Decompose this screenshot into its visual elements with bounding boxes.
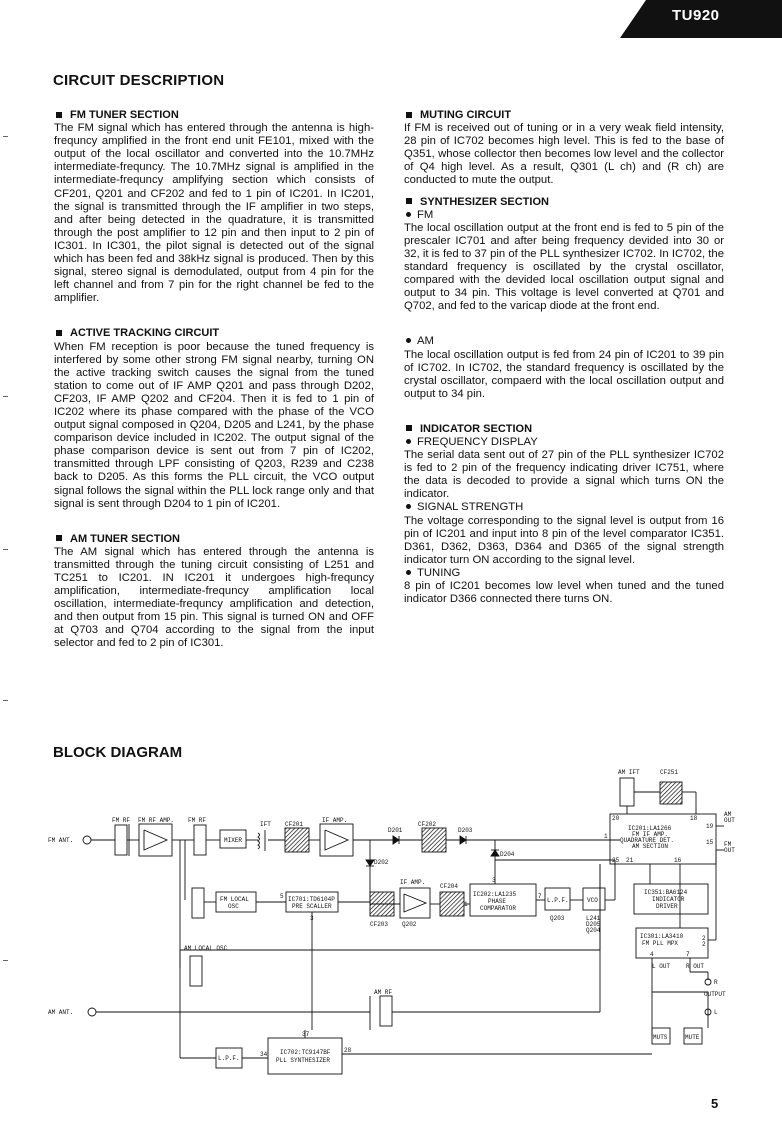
pin-label: 7 xyxy=(686,951,690,958)
cf203-label: CF203 xyxy=(370,921,389,928)
bullet-square-icon xyxy=(406,425,412,431)
am-tuner-body: The AM signal which has entered through the antenna is transmitted through the tuning circuit consisting of L251 and TC251 to IC201. IN IC201 it undergoes high-frequncy amplification, intermediate-frequncy amplification local oscillation, intermediate-frequncy amplification and detection, and then output from 15 pin. This signal is turned ON and OFF at Q703 and Q704 according to the signal from the input selector and fed to 2 pin of IC301. xyxy=(54,545,374,650)
bullet-square-icon xyxy=(406,112,412,118)
fm-rf-coil-1 xyxy=(115,825,127,855)
fm-local-osc-label-2: OSC xyxy=(228,903,239,910)
pin-label: 28 xyxy=(344,1047,352,1054)
cf204 xyxy=(440,892,464,916)
bullet-square-icon xyxy=(56,112,62,118)
frequency-display-label: FREQUENCY DISPLAY xyxy=(404,436,724,449)
pin-label: 34 xyxy=(260,1051,268,1058)
ic202-label-2: PHASE xyxy=(488,898,507,905)
am-ift-label: AM IFT xyxy=(618,769,640,776)
synth-am-body: The local oscillation output is fed from 24 pin of IC201 to 39 pin of IC702. In IC702, the standard frequency is oscillated by the crystal oscillator, compaerd with the local oscillation output and output to 34 pin. xyxy=(404,348,724,400)
fm-ant-terminal xyxy=(83,836,91,844)
binding-mark xyxy=(3,549,8,550)
muting-body: If FM is received out of tuning or in a very weak field intensity, 28 pin of IC702 becomes high level. This is fed to the base of Q351, whose collector then becomes low level and the collector of Q4 high level. As a result, Q301 (L ch) and (R ch) are conducted to mute the output. xyxy=(404,122,724,187)
output-label: OUTPUT xyxy=(704,991,726,998)
d202-label: D202 xyxy=(374,859,389,866)
vco-label: VCO xyxy=(587,897,598,904)
tuning-body: 8 pin of IC201 becomes low level when tuned and the tuned indicator D366 connected there turns ON. xyxy=(404,580,724,606)
ic351-label-3: DRIVER xyxy=(656,903,678,910)
cf204-label: CF204 xyxy=(440,883,459,890)
cf203 xyxy=(370,892,394,916)
ic702-label-2: PLL SYNTHESIZER xyxy=(276,1057,331,1064)
r-out-label: R OUT xyxy=(686,963,705,970)
am-local-osc-label: AM LOCAL OSC xyxy=(184,945,228,952)
cf202-label: CF202 xyxy=(418,821,437,828)
left-column xyxy=(54,109,374,651)
d204-label: D204 xyxy=(500,851,515,858)
muts-label-1: MUTS xyxy=(653,1034,668,1041)
cf251 xyxy=(660,782,682,804)
fm-tuner-title: FM TUNER SECTION xyxy=(54,109,374,122)
cf202 xyxy=(422,828,446,852)
bullet-dot-icon xyxy=(406,439,411,444)
lpf-label: L.P.F. xyxy=(547,897,569,904)
model-tab xyxy=(620,0,782,38)
fm-ant-label: FM ANT. xyxy=(48,837,74,844)
ic702 xyxy=(268,1038,342,1074)
muting-title: MUTING CIRCUIT xyxy=(404,109,724,122)
ic201-label-2: FM IF AMP. xyxy=(632,831,669,838)
am-rf-coil xyxy=(380,996,392,1026)
bullet-square-icon xyxy=(406,198,412,204)
d205-label: D205 xyxy=(586,921,601,928)
pin-label: 1 xyxy=(604,833,608,840)
pin-label: 25 xyxy=(612,857,620,864)
l241-label: L241 xyxy=(586,915,601,922)
pin-label: 7 xyxy=(538,893,542,900)
am-ant-terminal xyxy=(88,1008,96,1016)
am-ift-coil xyxy=(620,778,634,806)
fm-rf-label-1: FM RF xyxy=(112,817,131,824)
ic301-label-2: FM PLL MPX xyxy=(642,940,679,947)
binding-mark xyxy=(3,396,8,397)
am-tuner-title: AM TUNER SECTION xyxy=(54,533,374,546)
indicator-title: INDICATOR SECTION xyxy=(404,423,724,436)
am-rf-label: AM RF xyxy=(374,989,393,996)
ic202-label-3: COMPARATOR xyxy=(480,905,517,912)
circuit-description-heading: CIRCUIT DESCRIPTION xyxy=(53,72,225,89)
ic351-label-1: IC351:BA6124 xyxy=(644,889,688,896)
output-l-label: L xyxy=(714,1009,718,1016)
block-diagram-heading: BLOCK DIAGRAM xyxy=(53,744,183,761)
pin-label: 4 xyxy=(650,951,654,958)
pin-label: 20 xyxy=(612,815,620,822)
ic701-label-2: PRE SCALLER xyxy=(292,903,332,910)
output-r-label: R xyxy=(714,979,718,986)
l-out-label: L OUT xyxy=(652,963,671,970)
binding-mark xyxy=(3,700,8,701)
bullet-dot-icon xyxy=(406,570,411,575)
pin-label: 3 xyxy=(310,915,314,922)
block-diagram xyxy=(40,760,740,1100)
pin-label: 1 xyxy=(464,901,468,908)
am-out-label-1: AM xyxy=(724,811,732,818)
pin-label: 19 xyxy=(706,823,714,830)
fm-tuner-body: The FM signal which has entered through the antenna is high-frequncy amplified in the front end unit FE101, mixed with the output of the local oscillator and converted into the 10.7MHz intermediate-frequncy. The 10.7MHz signal is amplified in the intermediate-frequncy amplifying section which consists of CF201, Q201 and CF202 and fed to 1 pin of IC201. In IC201, the signal is transmitted through the IF amplifier in two steps, and after being detected in the quadrature, it is transmitted through the post amplifier to 12 pin and then input to 2 pin of IC301. In IC301, the pilot signal is detected out of the signal which has been fed and 38kHz signal is produced. Then by this signal, stereo signal is demodulated, output from 4 pin for the left channel and from 7 pin for the right channel be fed to the amplifier. xyxy=(54,122,374,305)
am-out-label-2: OUT xyxy=(724,817,735,824)
ic201-label-4: AM SECTION xyxy=(632,843,669,850)
bullet-square-icon xyxy=(56,330,62,336)
if-amp-2-label: IF AMP. xyxy=(400,879,426,886)
binding-mark xyxy=(3,960,8,961)
am-ant-label: AM ANT. xyxy=(48,1009,74,1016)
mixer-label: MIXER xyxy=(224,837,243,844)
active-tracking-title: ACTIVE TRACKING CIRCUIT xyxy=(54,327,374,340)
q203-label: Q203 xyxy=(550,915,565,922)
pin-label: 16 xyxy=(674,857,682,864)
pin-label: 21 xyxy=(626,857,634,864)
q204-label: Q204 xyxy=(586,927,601,934)
signal-strength-body: The voltage corresponding to the signal level is output from 16 pin of IC201 and input into 8 pin of the level comparator IC351. D361, D362, D363, D364 and D365 of the signal strength indicator turn ON according to the signal level. xyxy=(404,514,724,566)
ic202-label-1: IC202:LA1235 xyxy=(473,891,517,898)
ic301-label-1: IC301:LA3410 xyxy=(640,933,684,940)
bullet-dot-icon xyxy=(406,338,411,343)
muts-label-2: MUTE xyxy=(685,1034,700,1041)
q202-label: Q202 xyxy=(402,921,417,928)
d201-label: D201 xyxy=(388,827,403,834)
bullet-dot-icon xyxy=(406,212,411,217)
pin-label: 2 xyxy=(702,935,706,942)
pin-label: 2 xyxy=(702,941,706,948)
pin-label: 37 xyxy=(302,1031,310,1038)
binding-mark xyxy=(3,136,8,137)
right-column xyxy=(404,109,724,606)
fm-out-label-2: OUT xyxy=(724,847,735,854)
ic351-label-2: INDICATOR xyxy=(652,896,685,903)
ic702-label-1: IC702:TC9147BF xyxy=(280,1049,331,1056)
synth-am-label: AM xyxy=(404,335,724,348)
fm-out-label-1: FM xyxy=(724,841,732,848)
ift-label: IFT xyxy=(260,821,271,828)
signal-strength-label: SIGNAL STRENGTH xyxy=(404,501,724,514)
fm-rf-label-2: FM RF xyxy=(188,817,207,824)
pin-label: 15 xyxy=(706,839,714,846)
ic201-label-3: QUADRATURE DET. xyxy=(620,837,675,844)
fm-local-osc-label-1: FM LOCAL xyxy=(220,896,249,903)
bullet-square-icon xyxy=(56,535,62,541)
pin-label: 5 xyxy=(280,893,284,900)
ic701-label-1: IC701:TD6104P xyxy=(288,896,335,903)
am-osc-coil xyxy=(190,956,202,986)
active-tracking-body: When FM reception is poor because the tuned frequency is interfered by some other strong FM signal nearby, turning ON the active tracking switch causes the signal from the tuned station to come out of IF AMP Q201 and pass through D202, CF203, IF AMP Q202 and CF204. Then it is fed to 1 pin of IC202 where its phase compared with the phase of the VCO output signal composed in Q204, D205 and L241, by the phase comparison device included in IC202. The output signal of the phase comparison device is sent out from 7 pin of IC202, transmitted through LPF consisting of Q203, R239 and C238 back to D205. As this forms the PLL circuit, the VCO output signal follows the signal within the PLL lock range only and that signal is sent through D204 to 1 pin of IC201. xyxy=(54,340,374,510)
ic201-label-1: IC201:LA1266 xyxy=(628,825,672,832)
if-amp-label: IF AMP. xyxy=(322,817,348,824)
cf201-label: CF201 xyxy=(285,821,304,828)
tuning-label: TUNING xyxy=(404,567,724,580)
lpf-2-label: L.P.F. xyxy=(218,1055,240,1062)
synth-fm-label: FM xyxy=(404,209,724,222)
synth-fm-body: The local oscillation output at the front end is fed to 5 pin of the prescaler IC701 and after being frequency devided into 30 or 32, it is fed to 37 pin of the PLL synthesizer IC702. In IC702, the standard frequency is oscillated by the crystal oscillator, compared with the devided local oscillation output signal and output to 34 pin. This voltage is level converted at Q701 and Q702, and fed to the varicap diode at the front end. xyxy=(404,221,724,313)
model-name: TU920 xyxy=(672,7,720,24)
bullet-dot-icon xyxy=(406,504,411,509)
fm-osc-coil xyxy=(192,888,204,918)
pin-label: 3 xyxy=(492,877,496,884)
fm-rf-coil-2 xyxy=(194,825,206,855)
fm-rf-amp-label: FM RF AMP. xyxy=(138,817,175,824)
pin-label: 18 xyxy=(690,815,698,822)
synthesizer-title: SYNTHESIZER SECTION xyxy=(404,196,724,209)
frequency-display-body: The serial data sent out of 27 pin of the PLL synthesizer IC702 is fed to 2 pin of the frequency indicating driver IC751, where the data is decoded to provide a signal which turns ON the indicator. xyxy=(404,449,724,501)
cf251-label: CF251 xyxy=(660,769,679,776)
d203-label: D203 xyxy=(458,827,473,834)
page-number: 5 xyxy=(711,1096,719,1111)
cf201 xyxy=(285,828,309,852)
